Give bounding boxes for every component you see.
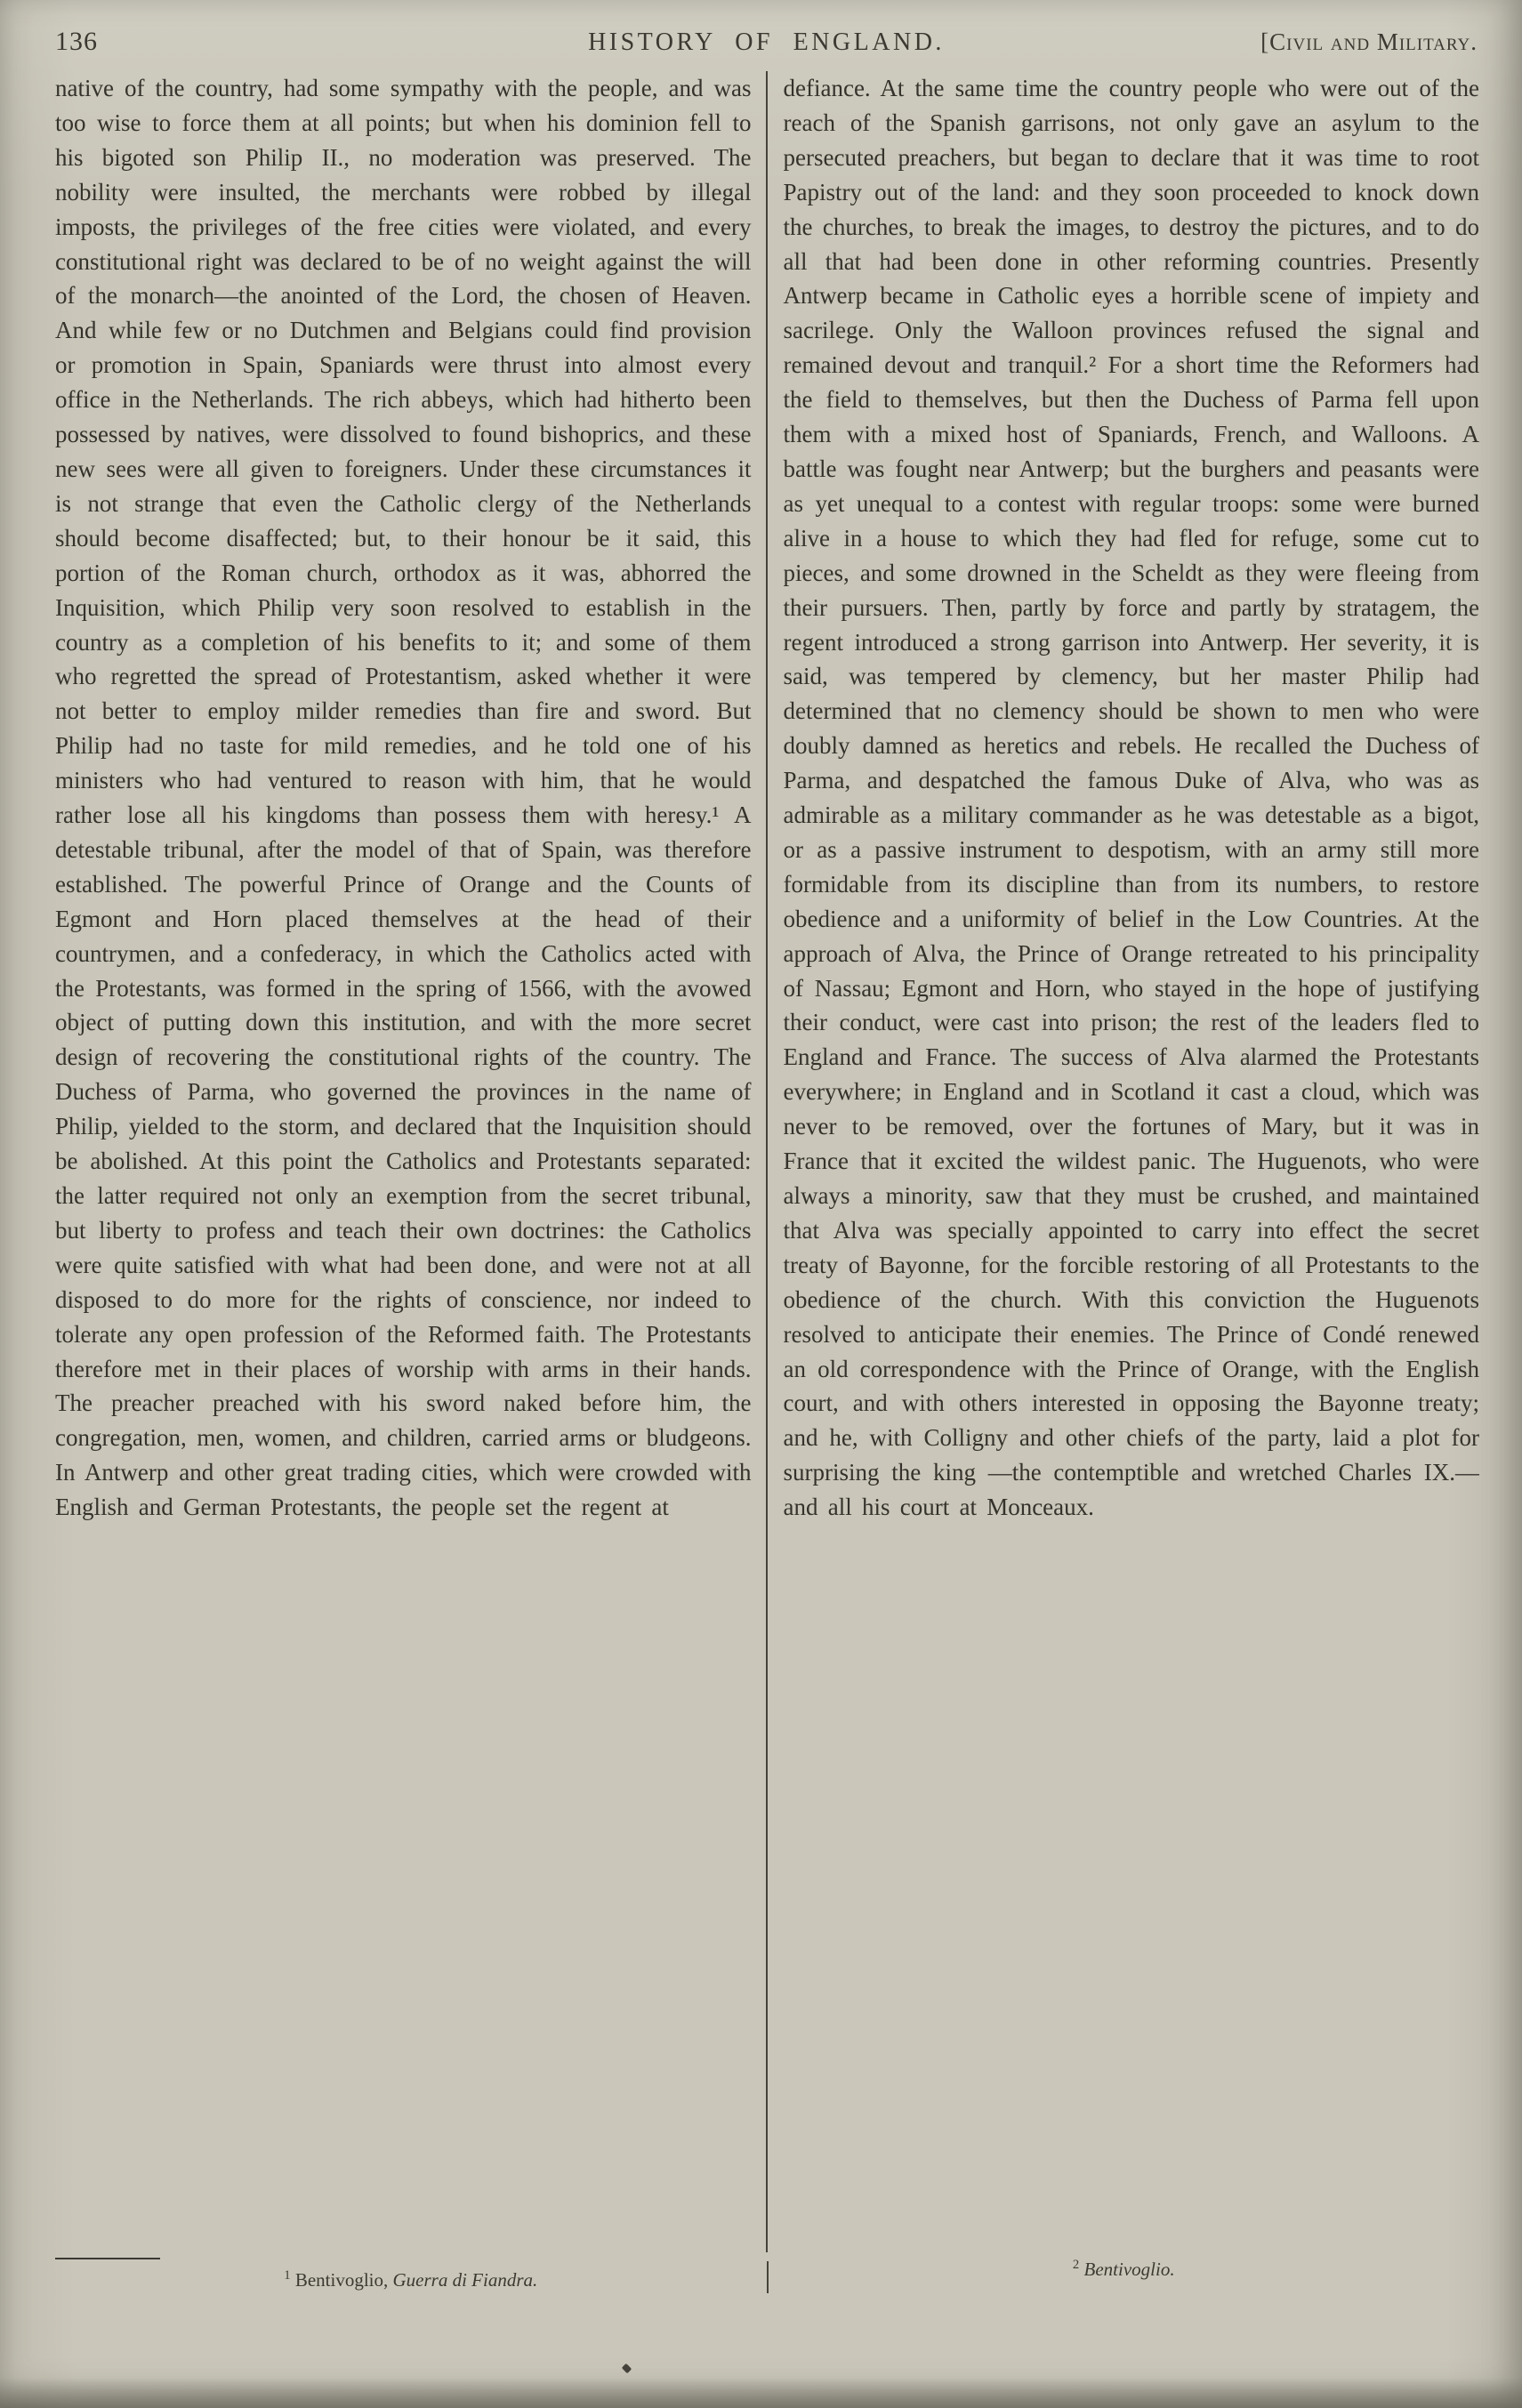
running-head-section: [Civil and Military. bbox=[1260, 28, 1478, 55]
footnote-left-work: Guerra di Fiandra. bbox=[392, 2269, 538, 2291]
page-header bbox=[0, 0, 1522, 57]
page-title: HISTORY OF ENGLAND. bbox=[588, 28, 945, 56]
footnote-right-work: Bentivoglio. bbox=[1083, 2259, 1175, 2280]
footnote-right bbox=[769, 2258, 1480, 2281]
left-column-text: native of the country, had some sympathy with the people, and was too wise to force them at all points; but when his dominion fell to his bigoted son Philip II., no moderation was preserved. The nobility were insulted, the merchants were robbed by illegal imposts, the privileges of the free cities were violated, and every constitutional right was declared to be of no weight against the will of the monarch—the anointed of the Lord, the chosen of Heaven. And while few or no Dutchmen and Belgians could find provision or promotion in Spain, Spaniards were thrust into almost every office in the Netherlands. The rich abbeys, which had hitherto been possessed by natives, were dissolved to found bishoprics, and these new sees were all given to foreigners. Under these circumstances it is not strange that even the Catholic clergy of the Netherlands should become disaffected; but, to their honour be it said, this portion of the Roman church, orthodox as it was, abhorred the Inquisition, which Philip very soon resolved to establish in the country as a completion of his benefits to it; and some of them who regretted the spread of Protestantism, asked whether it were not better to employ milder remedies than fire and sword. But Philip had no taste for mild remedies, and he told one of his ministers who had ventured to reason with him, that he would rather lose all his kingdoms than possess them with heresy.¹ A detestable tribunal, after the model of that of Spain, was therefore established. The powerful Prince of Orange and the Counts of Egmont and Horn placed themselves at the head of their countrymen, and a confederacy, in which the Catholics acted with the Protestants, was formed in the spring of 1566, with the avowed object of putting down this institution, and with the more secret design of recovering the constitutional rights of the country. The Duchess of Parma, who governed the provinces in the name of Philip, yielded to the storm, and declared that the Inquisition should be abolished. At this point the Catholics and Protestants separated: the latter required not only an exemption from the secret tribunal, but liberty to profess and teach their own doctrines: the Catholics were quite satisfied with what had been done, and were not at all disposed to do more for the rights of conscience, nor indeed to tolerate any open profession of the Reformed faith. The Protestants therefore met in their places of worship with arms in their hands. The preacher preached with his sword naked before him, the congregation, men, women, and children, carried arms or bludgeons. In Antwerp and other great trading cities, which were crowded with English and German Protestants, the people set the regent at bbox=[55, 75, 752, 1521]
right-column bbox=[768, 71, 1480, 2252]
footnote-marker-2: 2 bbox=[1072, 2258, 1080, 2272]
text-columns bbox=[55, 71, 1479, 2252]
footnote-left bbox=[55, 2258, 767, 2291]
footnote-right-text bbox=[769, 2258, 1480, 2281]
footnotes bbox=[55, 2258, 1479, 2293]
page-edge-shadow bbox=[0, 2378, 1522, 2408]
printer-ink-mark bbox=[622, 2364, 632, 2373]
footnote-separator-rule bbox=[55, 2258, 160, 2259]
right-column-text: defiance. At the same time the country people who were out of the reach of the Spanish garrisons, not only gave an asylum to the persecuted preachers, but began to declare that it was time to root Papistry out of the land: and they soon proceeded to knock down the churches, to break the images, to destroy the pictures, and to do all that had been done in other reforming countries. Presently Antwerp became in Catholic eyes a horrible scene of impiety and sacrilege. Only the Walloon provinces refused the signal and remained devout and tranquil.² For a short time the Reformers had the field to themselves, but then the Duchess of Parma fell upon them with a mixed host of Spaniards, French, and Walloons. A battle was fought near Antwerp; but the burghers and peasants were as yet unequal to a contest with regular troops: some were burned alive in a house to which they had fled for refuge, some cut to pieces, and some drowned in the Scheldt as they were fleeing from their pursuers. Then, partly by force and partly by stratagem, the regent introduced a strong garrison into Antwerp. Her severity, it is said, was tempered by clemency, but her master Philip had determined that no clemency should be shown to men who were doubly damned as heretics and rebels. He recalled the Duchess of Parma, and despatched the famous Duke of Alva, who was as admirable as a military commander as he was detestable as a bigot, or as a passive instrument to despotism, with an army still more formidable from its discipline than from its numbers, to restore obedience and a uniformity of belief in the Low Countries. At the approach of Alva, the Prince of Orange retreated to his principality of Nassau; Egmont and Horn, who stayed in the hope of justifying their conduct, were cast into prison; the rest of the leaders fled to England and France. The success of Alva alarmed the Protestants everywhere; in England and in Scotland it cast a cloud, which was never to be removed, over the fortunes of Mary, but it was in France that it excited the wildest panic. The Huguenots, who were always a minority, saw that they must be crushed, and maintained that Alva was specially appointed to carry into effect the secret treaty of Bayonne, for the forcible restoring of all Protestants to the obedience of the church. With this conviction the Huguenots resolved to anticipate their enemies. The Prince of Condé renewed an old correspondence with the Prince of Orange, with the English court, and with others interested in opposing the Bayonne treaty; and he, with Colligny and other chiefs of the party, laid a plot for surprising the king —the contemptible and wretched Charles IX.— and all his court at Monceaux. bbox=[783, 75, 1479, 1521]
footnote-marker-1: 1 bbox=[284, 2268, 291, 2283]
page-number: 136 bbox=[55, 27, 98, 56]
footnote-left-text bbox=[55, 2268, 767, 2291]
footnote-left-author: Bentivoglio, bbox=[294, 2269, 393, 2291]
left-column bbox=[55, 71, 766, 2252]
